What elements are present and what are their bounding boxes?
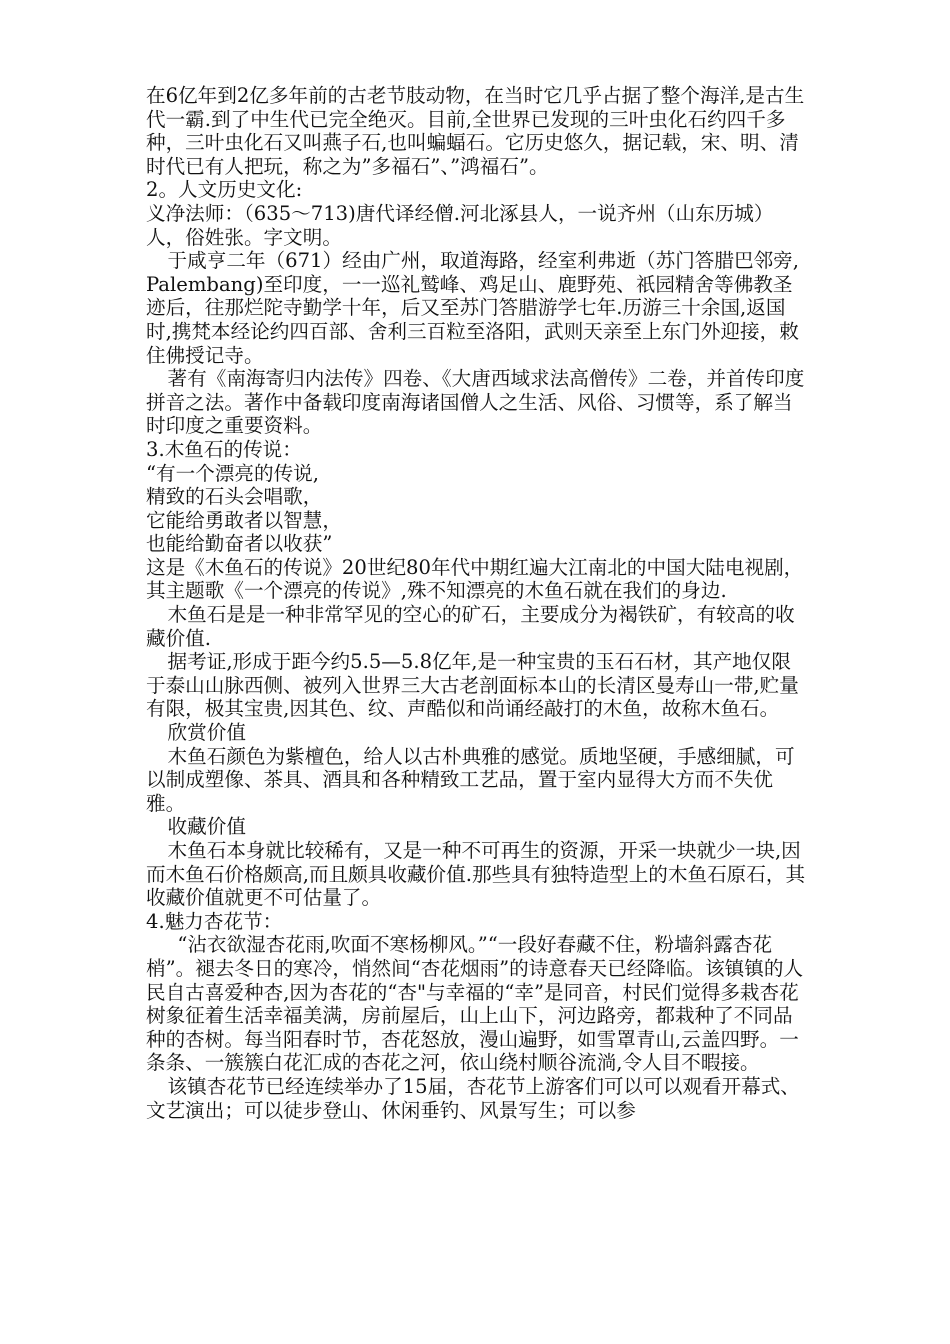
- subheading-collection: 收藏价值: [167, 815, 246, 839]
- poem-line-4: 也能给勤奋者以收获”: [146, 532, 333, 556]
- heading-muyushi-legend: 3.木鱼石的传说：: [146, 437, 302, 461]
- poem-line-2: 精致的石头会唱歌，: [146, 485, 323, 509]
- paragraph-yijing-intro: 义净法师：（635～713)唐代译经僧.河北涿县人，一说齐州（山东历城）人，俗姓张。字文明。: [146, 201, 774, 249]
- paragraph-trilobite: 在6亿年到2亿多年前的古老节肢动物，在当时它几乎占据了整个海洋,是古生代一霸.到了中生代已完全绝灭。目前,全世界已发现的三叶虫化石约四千多种，三叶虫化石又叫燕子石,也叫蝙蝠石。它历史悠久，据记载，宋、明、清时代已有人把玩，称之为”多福石”、”鸿福石”。: [146, 84, 805, 178]
- paragraph-apricot-poem: “沾衣欲湿杏花雨,吹面不寒杨柳风。”“一段好春藏不住，粉墙斜露杏花梢”。褪去冬日的寒冷，悄然间“杏花烟雨”的诗意春天已经降临。该镇镇的人民自古喜爱种杏,因为杏花的“杏"与幸福的“幸”是同音，村民们觉得多栽杏花树象征着生活幸福美满，房前屋后，山上山下，河边路旁，都栽种了不同品种的杏树。每当阳春时节，杏花怒放，漫山遍野，如雪罩青山,云盖四野。一条条、一簇簇白花汇成的杏花之河，依山绕村顺谷流淌,令人目不暇接。: [146, 933, 804, 1075]
- paragraph-collection: 木鱼石本身就比较稀有，又是一种不可再生的资源，开采一块就少一块,因而木鱼石价格颇高,而且颇具收藏价值.那些具有独特造型上的木鱼石原石，其收藏价值就更不可估量了。: [146, 839, 806, 910]
- subheading-appreciation: 欣赏价值: [167, 721, 246, 745]
- paragraph-muyushi-def: 木鱼石是是一种非常罕见的空心的矿石，主要成分为褐铁矿，有较高的收藏价值.: [146, 603, 795, 650]
- paragraph-yijing-travel: 于咸亨二年（671）经由广州，取道海路，经室利弗逝（苏门答腊巴邻旁,Palembang)至印度，一一巡礼鹫峰、鸡足山、鹿野苑、祇园精舍等佛教圣迹后，往那烂陀寺勤学十年，后又至苏门答腊游学七年.历游三十余国,返国时,携梵本经论约四百部、舍利三百粒至洛阳，武则天亲至上东门外迎接，敕住佛授记寺。: [146, 249, 799, 367]
- paragraph-yijing-works: 著有《南海寄归内法传》四卷、《大唐西域求法高僧传》二卷，并首传印度拼音之法。著作中备载印度南海诸国僧人之生活、风俗、习惯等，系了解当时印度之重要资料。: [146, 367, 805, 438]
- poem-line-1: “有一个漂亮的传说,: [146, 461, 319, 485]
- paragraph-appreciation: 木鱼石颜色为紫檀色，给人以古朴典雅的感觉。质地坚硬，手感细腻，可以制成塑像、茶具、酒具和各种精致工艺品，置于室内显得大方而不失优雅。: [146, 744, 795, 815]
- document-page: [146, 84, 810, 1122]
- paragraph-muyushi-origin: 据考证,形成于距今约5.5—5.8亿年,是一种宝贵的玉石石材，其产地仅限于泰山山脉西侧、被列入世界三大古老剖面标本山的长清区曼寿山一带,贮量有限，极其宝贵,因其色、纹、声酷似和尚诵经敲打的木鱼，故称木鱼石。: [146, 650, 799, 721]
- poem-line-3: 它能给勇敢者以智慧，: [146, 508, 342, 532]
- heading-apricot-festival: 4.魅力杏花节：: [146, 909, 283, 933]
- heading-culture: 2。人文历史文化:: [146, 178, 303, 202]
- paragraph-apricot-festival: 该镇杏花节已经连续举办了15届，杏花节上游客们可以可以观看开幕式、文艺演出；可以徒步登山、休闲垂钓、风景写生；可以参: [146, 1074, 800, 1122]
- paragraph-tv-series: 这是《木鱼石的传说》20世纪80年代中期红遍大江南北的中国大陆电视剧，其主题歌《一个漂亮的传说》,殊不知漂亮的木鱼石就在我们的身边.: [146, 555, 804, 603]
